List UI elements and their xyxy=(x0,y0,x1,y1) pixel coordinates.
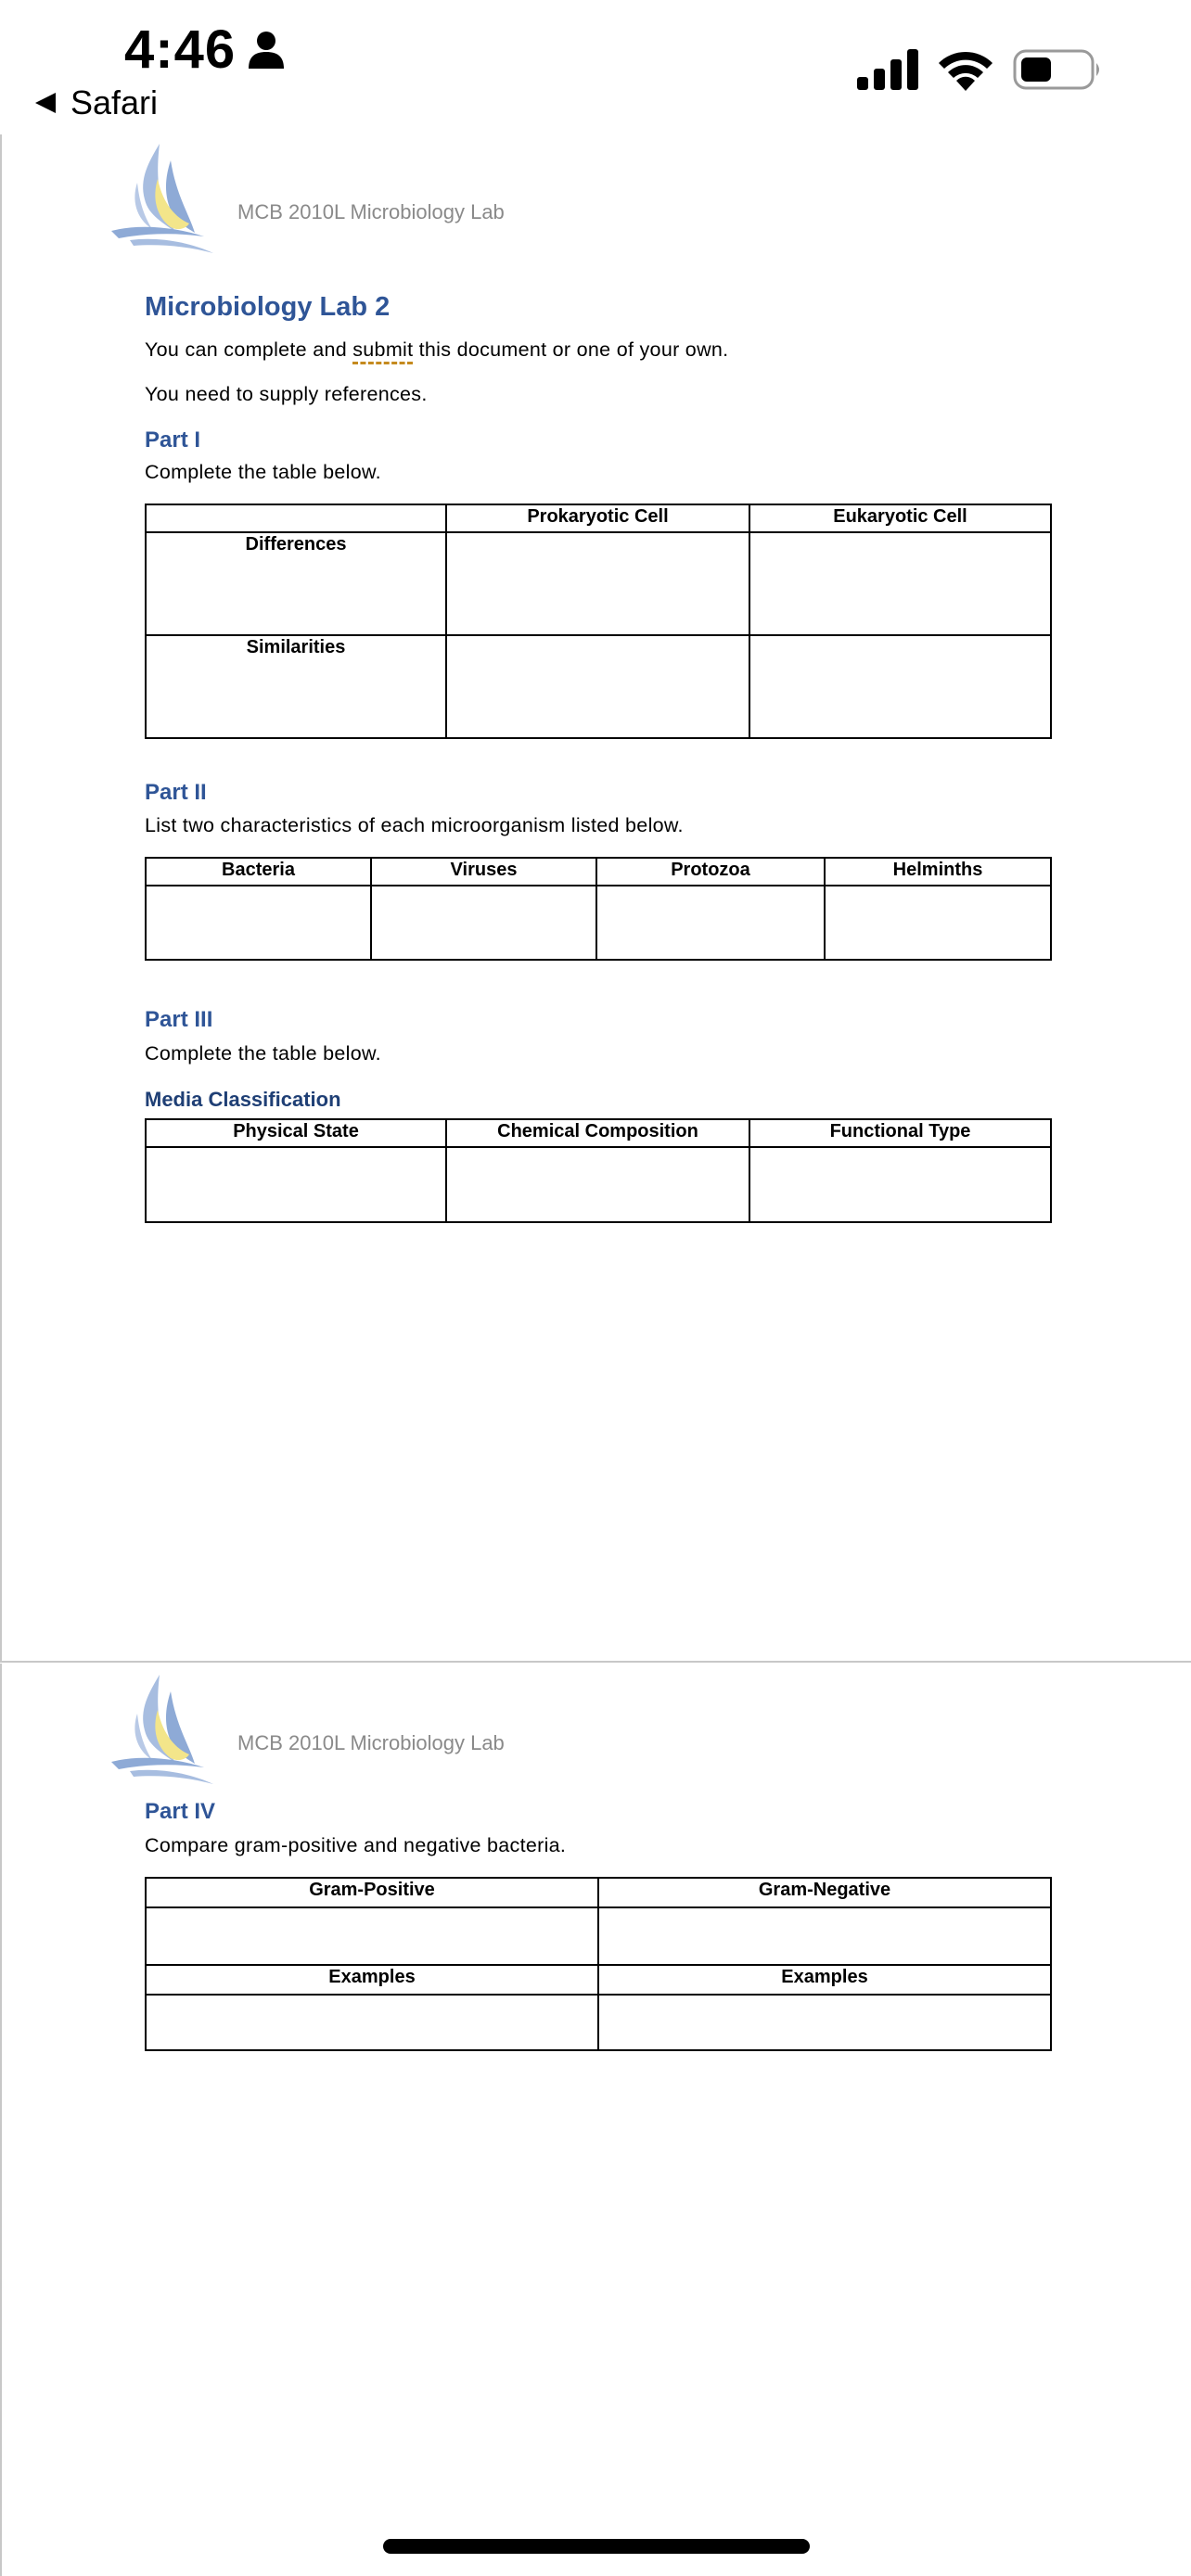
table-input-cell[interactable] xyxy=(446,532,749,635)
media-classification-heading: Media Classification xyxy=(145,1088,341,1111)
part-2-heading: Part II xyxy=(145,780,207,805)
table-header-cell: Functional Type xyxy=(749,1119,1051,1147)
table-input-cell[interactable] xyxy=(749,532,1051,635)
table-header-cell: Examples xyxy=(598,1965,1051,1995)
status-time: 4:46 xyxy=(124,19,237,80)
document-title: Microbiology Lab 2 xyxy=(145,292,391,322)
table-header-cell: Physical State xyxy=(146,1119,446,1147)
part-1-instruction: Complete the table below. xyxy=(145,461,381,483)
table-header-cell: Chemical Composition xyxy=(446,1119,749,1147)
intro-line-2: You need to supply references. xyxy=(145,383,428,405)
person-icon xyxy=(247,30,286,70)
part-3-table xyxy=(145,1118,1052,1223)
table-header-cell: Eukaryotic Cell xyxy=(749,504,1051,532)
part-1-heading: Part I xyxy=(145,427,201,453)
table-header-cell: Bacteria xyxy=(146,858,371,886)
part-2-instruction: List two characteristics of each microorganism listed below. xyxy=(145,814,684,836)
table-input-cell[interactable] xyxy=(446,1147,749,1222)
intro-text: You can complete and xyxy=(145,338,353,361)
part-4-heading: Part IV xyxy=(145,1799,216,1824)
part-4-instruction: Compare gram-positive and negative bacteria. xyxy=(145,1834,567,1856)
back-to-safari-button[interactable] xyxy=(33,83,158,122)
table-header-cell: Examples xyxy=(146,1965,598,1995)
back-label: Safari xyxy=(70,83,159,121)
table-input-cell[interactable] xyxy=(598,1907,1051,1965)
table-input-cell[interactable] xyxy=(371,886,596,960)
table-header-cell xyxy=(146,504,446,532)
course-header: MCB 2010L Microbiology Lab xyxy=(237,200,505,223)
table-input-cell[interactable] xyxy=(596,886,825,960)
row-label-differences: Differences xyxy=(146,532,446,635)
row-label-similarities: Similarities xyxy=(146,635,446,738)
table-input-cell[interactable] xyxy=(825,886,1051,960)
intro-line-1 xyxy=(145,338,1050,362)
course-header: MCB 2010L Microbiology Lab xyxy=(237,1731,505,1754)
table-header-cell: Gram-Negative xyxy=(598,1878,1051,1907)
table-input-cell[interactable] xyxy=(146,1907,598,1965)
table-header-cell: Prokaryotic Cell xyxy=(446,504,749,532)
wifi-icon xyxy=(937,48,994,91)
table-input-cell[interactable] xyxy=(146,886,371,960)
part-3-heading: Part III xyxy=(145,1007,213,1032)
college-flame-logo-icon xyxy=(111,144,223,253)
document-page-2 xyxy=(0,1664,1191,2576)
table-header-cell: Gram-Positive xyxy=(146,1878,598,1907)
part-1-table xyxy=(145,504,1052,739)
page-header xyxy=(111,1675,505,1784)
part-2-table xyxy=(145,857,1052,961)
document-page-1 xyxy=(0,134,1191,1663)
table-input-cell[interactable] xyxy=(749,635,1051,738)
spellcheck-flagged-word[interactable]: submit xyxy=(352,338,414,361)
table-header-cell: Protozoa xyxy=(596,858,825,886)
table-input-cell[interactable] xyxy=(146,1995,598,2050)
table-header-cell: Helminths xyxy=(825,858,1051,886)
battery-icon xyxy=(1013,49,1102,90)
back-triangle-icon xyxy=(33,91,58,115)
intro-text: this document or one of your own. xyxy=(413,338,729,361)
page-header xyxy=(111,144,505,253)
part-3-instruction: Complete the table below. xyxy=(145,1042,381,1065)
part-4-table xyxy=(145,1877,1052,2051)
college-flame-logo-icon xyxy=(111,1675,223,1784)
table-input-cell[interactable] xyxy=(446,635,749,738)
status-bar xyxy=(0,0,1191,134)
table-input-cell[interactable] xyxy=(749,1147,1051,1222)
table-header-cell: Viruses xyxy=(371,858,596,886)
table-input-cell[interactable] xyxy=(598,1995,1051,2050)
home-indicator[interactable] xyxy=(383,2539,810,2554)
cellular-signal-icon xyxy=(857,49,920,90)
table-input-cell[interactable] xyxy=(146,1147,446,1222)
